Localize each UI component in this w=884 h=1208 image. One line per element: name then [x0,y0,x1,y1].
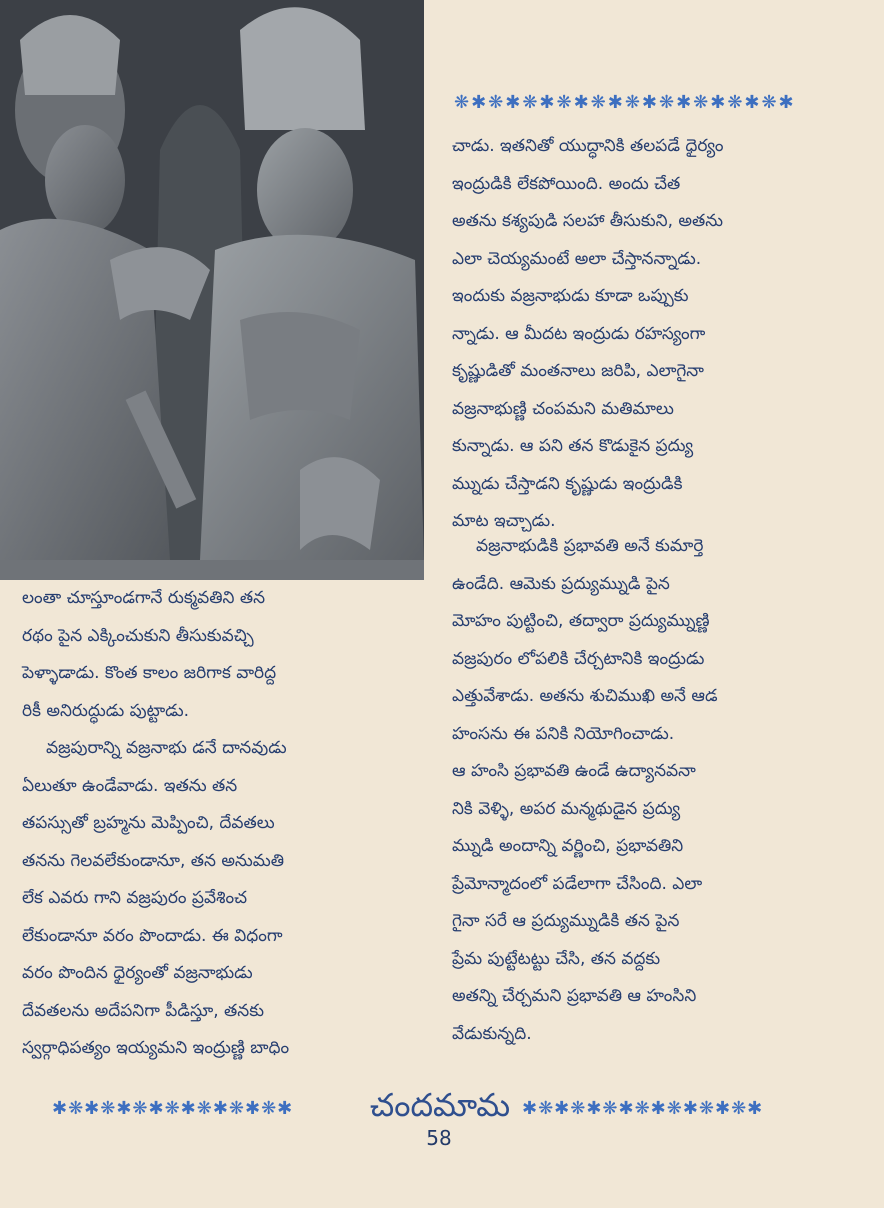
text-line: ఎత్తువేశాడు. అతను శుచిముఖి అనే ఆడ [452,686,718,706]
text-line: మోహం పుట్టించి, తద్వారా ప్రద్యుమ్నుణ్ణి [452,611,710,631]
text-line: ఎలా చెయ్యమంటే అలా చేస్తానన్నాడు. [452,248,702,269]
text-line: వజ్రపురాన్ని వజ్రనాభు డనే దానవుడు [46,738,287,758]
text-line: ఇంద్రుడికి లేకపోయింది. అందు చేత [452,173,681,194]
text-line: ఆ హంసి ప్రభావతి ఉండే ఉద్యానవనా [452,761,696,781]
text-line: మ్నుడి అందాన్ని వర్ణించి, ప్రభావతిని [452,836,684,856]
text-line: వజ్రనాభుణ్ణి చంపమని మతిమాలు [452,398,674,419]
text-line: దేవతలను అదేపనిగా పీడిస్తూ, తనకు [22,1000,264,1021]
text-line: స్వర్గాధిపత్యం ఇయ్యమని ఇంద్రుణ్ణి బాధిం [22,1038,290,1058]
text-line: లేక ఎవరు గాని వజ్రపురం ప్రవేశించ [22,888,247,908]
text-line: వజ్రనాభుడికి ప్రభావతి అనే కుమార్తె [476,536,704,556]
text-line: వజ్రపురం లోపలికి చేర్చటానికి ఇంద్రుడు [452,648,705,669]
text-line: న్నాడు. ఆ మీదట ఇంద్రుడు రహస్యంగా [452,323,706,344]
magazine-name: చందమామ [369,1086,511,1124]
text-line: ప్రేమోన్మాదంలో పడేలాగా చేసింది. ఎలా [452,873,703,894]
text-line: ఏలుతూ ఉండేవాడు. ఇతను తన [22,775,238,796]
text-line: లంతా చూస్తూండగానే రుక్మవతిని తన [22,588,266,608]
footer-ornament-left: ✱❋✱❋✱❋✱❋✱❋✱❋✱❋✱ [52,1098,294,1119]
story-illustration [0,0,424,580]
text-line: తపస్సుతో బ్రహ్మను మెప్పించి, దేవతలు [22,813,275,833]
text-line: అతను కశ్యపుడి సలహా తీసుకుని, అతను [452,211,724,231]
text-line: తనను గెలవలేకుండానూ, తన అనుమతి [22,850,285,871]
text-line: వేడుకున్నది. [452,1023,532,1044]
top-ornament-border: ❋✱❋✱❋✱❋✱❋✱❋✱❋✱❋✱❋✱❋✱ [454,92,796,113]
left-column [22,580,430,1068]
right-column-top [452,128,832,541]
text-line: నికి వెళ్ళి, అపర మన్మథుడైన ప్రద్యు [452,798,681,819]
text-line: వరం పొందిన ధైర్యంతో వజ్రనాభుడు [22,963,253,983]
text-line: ఉండేది. ఆమెకు ప్రద్యుమ్నుడి పైన [452,573,670,594]
page-number: 58 [426,1126,452,1150]
text-line: మాట ఇచ్చాడు. [452,511,556,531]
text-line: ఇందుకు వజ్రనాభుడు కూడా ఒప్పుకు [452,286,689,306]
text-line: చాడు. ఇతనితో యుద్ధానికి తలపడే ధైర్యం [452,136,724,156]
text-line: లేకుండానూ వరం పొందాడు. ఈ విధంగా [22,925,283,946]
footer-ornament-right: ✱❋✱❋✱❋✱❋✱❋✱❋✱❋✱ [522,1098,764,1119]
text-line: కున్నాడు. ఆ పని తన కొడుకైన ప్రద్యు [452,436,694,456]
text-line: మ్నుడు చేస్తాడని కృష్ణుడు ఇంద్రుడికి [452,473,683,494]
text-line: రికీ అనిరుద్ధుడు పుట్టాడు. [22,700,190,721]
text-line: రథం పైన ఎక్కించుకుని తీసుకువచ్చి [22,625,254,646]
text-line: కృష్ణుడితో మంతనాలు జరిపి, ఎలాగైనా [452,361,704,381]
text-line: గైనా సరే ఆ ప్రద్యుమ్నుడికి తన పైన [452,911,680,931]
text-line: ప్రేమ పుట్టేటట్టు చేసి, తన వద్దకు [452,948,661,969]
text-line: హంసను ఈ పనికి నియోగించాడు. [452,723,675,744]
krishna-and-figures-illustration [0,0,424,580]
right-column-bottom [452,528,832,1053]
text-line: పెళ్ళాడాడు. కొంత కాలం జరిగాక వారిద్ద [22,663,277,683]
text-line: అతన్ని చేర్చమని ప్రభావతి ఆ హంసిని [452,986,697,1006]
